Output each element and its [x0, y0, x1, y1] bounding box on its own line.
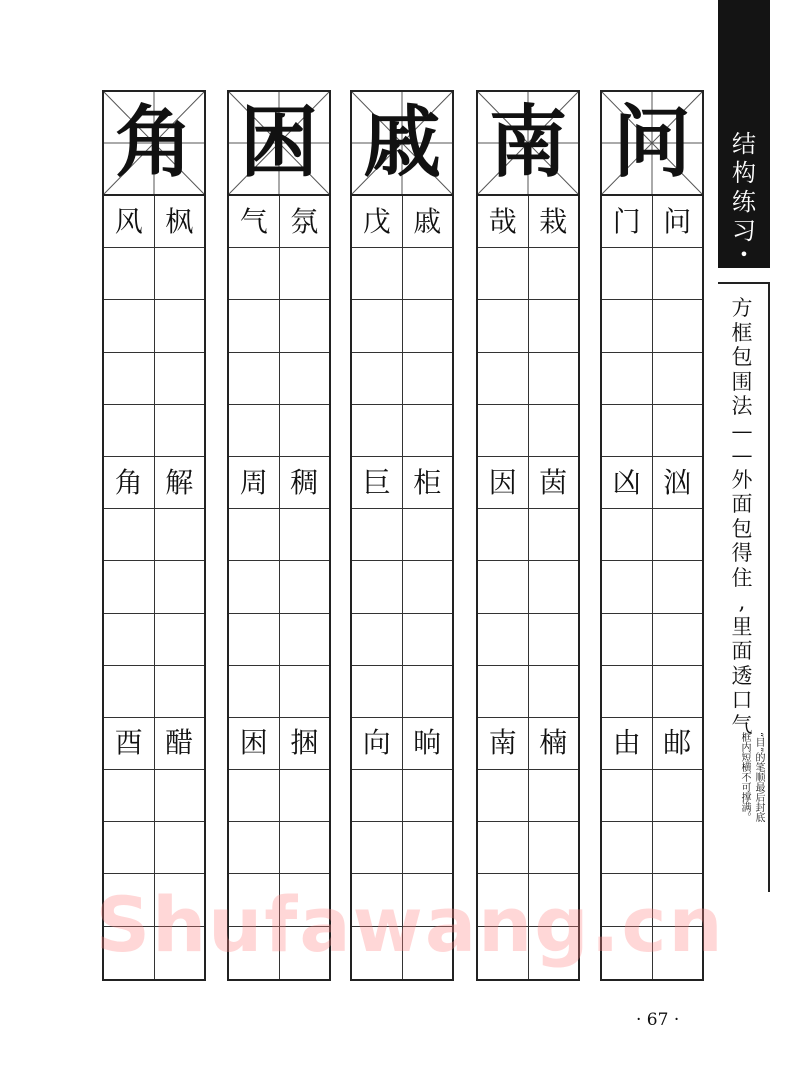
- page-number: · 67 ·: [636, 1010, 680, 1030]
- grid-row: [602, 196, 702, 248]
- practice-cell: [402, 509, 453, 560]
- practice-cell: [652, 300, 703, 351]
- sidebar-top-rule: [718, 282, 770, 284]
- model-character: 戚: [402, 196, 453, 247]
- practice-cell: [104, 353, 154, 404]
- practice-cell: [602, 561, 652, 612]
- grid-row: [229, 509, 329, 561]
- grid-row: [229, 666, 329, 718]
- grid-row: [104, 509, 204, 561]
- practice-cell: [478, 822, 528, 873]
- grid-row: [478, 457, 578, 509]
- practice-cell: [279, 248, 330, 299]
- model-character: 戊: [362, 204, 391, 238]
- model-character: 邮: [652, 718, 703, 769]
- grid-row: [229, 300, 329, 352]
- section-title-dot: •: [739, 245, 749, 264]
- practice-cell: [602, 248, 652, 299]
- header-character: 戚: [362, 97, 441, 188]
- model-character: 楠: [528, 718, 579, 769]
- practice-cell: [104, 405, 154, 456]
- grid-row: [352, 666, 452, 718]
- method-char: 透: [731, 663, 753, 688]
- grid-row: [602, 405, 702, 457]
- practice-cell: [154, 300, 205, 351]
- method-char: —: [731, 443, 753, 467]
- practice-cell: [602, 353, 652, 404]
- method-char: 包: [731, 345, 753, 369]
- note-line-1: “目”的笔顺最后封底: [753, 732, 764, 823]
- practice-cell: [602, 666, 652, 717]
- practice-cell: [279, 405, 330, 456]
- grid-row: [229, 561, 329, 613]
- method-char: ,: [738, 590, 746, 614]
- grid-row: [478, 509, 578, 561]
- practice-cell: [352, 509, 402, 560]
- header-cell-1: [104, 92, 204, 196]
- grid-row: [352, 509, 452, 561]
- practice-cell: [229, 666, 279, 717]
- practice-cell: [652, 248, 703, 299]
- grid-row: [104, 822, 204, 874]
- practice-cell: [402, 770, 453, 821]
- grid-row: [602, 718, 702, 770]
- model-character: 门: [612, 204, 641, 238]
- practice-cell: [528, 614, 579, 665]
- method-char: 方: [731, 296, 753, 320]
- practice-cell: [352, 248, 402, 299]
- practice-cell: [478, 561, 528, 612]
- method-char: 包: [731, 516, 753, 541]
- practice-cell: [154, 770, 205, 821]
- grid-row: [352, 770, 452, 822]
- method-char: 气: [731, 712, 753, 737]
- grid-row: [229, 405, 329, 457]
- model-character: 枫: [154, 196, 205, 247]
- grid-row: [104, 405, 204, 457]
- model-character: 周: [239, 465, 268, 499]
- practice-cell: [652, 770, 703, 821]
- practice-cell: [478, 405, 528, 456]
- note-line-2: 框内短横不可撑满。: [739, 732, 750, 822]
- practice-cell: [528, 666, 579, 717]
- practice-cell: [528, 822, 579, 873]
- practice-cell: [154, 353, 205, 404]
- practice-cell: [104, 248, 154, 299]
- header-character: 南: [488, 97, 567, 188]
- grid-row: [478, 405, 578, 457]
- practice-cell: [154, 509, 205, 560]
- model-character: 角: [114, 465, 143, 499]
- grid-row: [602, 666, 702, 718]
- header-cell-3: [352, 92, 452, 196]
- practice-column-4: [476, 90, 580, 981]
- practice-cell: [229, 561, 279, 612]
- grid-row: [478, 718, 578, 770]
- practice-cell: [602, 822, 652, 873]
- practice-cell: [229, 822, 279, 873]
- grid-row: [602, 614, 702, 666]
- model-character: 酉: [114, 726, 143, 760]
- practice-cell: [352, 561, 402, 612]
- practice-cell: [602, 300, 652, 351]
- practice-cell: [104, 509, 154, 560]
- practice-cell: [279, 614, 330, 665]
- model-character: 汹: [652, 457, 703, 508]
- grid-row: [104, 196, 204, 248]
- grid-row: [352, 353, 452, 405]
- method-char: 框: [731, 320, 753, 345]
- practice-cell: [352, 770, 402, 821]
- practice-cell: [279, 300, 330, 351]
- grid-row: [602, 561, 702, 613]
- model-character: 巨: [362, 465, 391, 499]
- grid-row: [602, 457, 702, 509]
- practice-cell: [528, 353, 579, 404]
- practice-cell: [352, 300, 402, 351]
- practice-cell: [402, 561, 453, 612]
- grid-row: [229, 248, 329, 300]
- model-character: 茵: [528, 457, 579, 508]
- section-title-char: 结: [732, 130, 756, 158]
- practice-cell: [528, 561, 579, 612]
- grid-row: [104, 561, 204, 613]
- practice-cell: [229, 614, 279, 665]
- method-char: 得: [731, 541, 753, 565]
- practice-cell: [104, 561, 154, 612]
- method-char: 口: [731, 688, 753, 712]
- practice-cell: [279, 666, 330, 717]
- practice-cell: [352, 822, 402, 873]
- grid-row: [478, 770, 578, 822]
- header-character: 问: [612, 97, 691, 188]
- practice-cell: [154, 561, 205, 612]
- practice-cell: [402, 666, 453, 717]
- practice-cell: [528, 509, 579, 560]
- practice-cell: [229, 300, 279, 351]
- practice-cell: [478, 666, 528, 717]
- grid-row: [602, 248, 702, 300]
- practice-cell: [402, 822, 453, 873]
- practice-cell: [352, 353, 402, 404]
- practice-cell: [402, 614, 453, 665]
- grid-row: [104, 457, 204, 509]
- header-character: 困: [239, 97, 318, 188]
- model-character: 向: [362, 726, 391, 760]
- practice-cell: [402, 248, 453, 299]
- grid-row: [602, 300, 702, 352]
- model-character: 柜: [402, 457, 453, 508]
- practice-cell: [154, 614, 205, 665]
- grid-row: [229, 770, 329, 822]
- practice-cell: [652, 614, 703, 665]
- practice-cell: [104, 770, 154, 821]
- model-character: 捆: [279, 718, 330, 769]
- practice-cell: [229, 353, 279, 404]
- practice-column-2: [227, 90, 331, 981]
- practice-cell: [528, 300, 579, 351]
- practice-column-3: [350, 90, 454, 981]
- model-character: 风: [114, 204, 143, 238]
- practice-cell: [602, 405, 652, 456]
- model-character: 解: [154, 457, 205, 508]
- practice-cell: [478, 614, 528, 665]
- practice-cell: [352, 614, 402, 665]
- practice-cell: [602, 614, 652, 665]
- grid-row: [478, 666, 578, 718]
- practice-cell: [279, 509, 330, 560]
- practice-cell: [478, 300, 528, 351]
- grid-row: [602, 822, 702, 874]
- grid-row: [229, 718, 329, 770]
- model-character: 醋: [154, 718, 205, 769]
- grid-row: [602, 509, 702, 561]
- practice-cell: [478, 770, 528, 821]
- practice-cell: [352, 405, 402, 456]
- grid-row: [352, 614, 452, 666]
- watermark: Shufawang.cn: [95, 880, 725, 969]
- section-title-char: 练: [732, 188, 756, 216]
- practice-cell: [528, 405, 579, 456]
- grid-row: [229, 353, 329, 405]
- practice-cell: [478, 353, 528, 404]
- practice-cell: [279, 822, 330, 873]
- grid-row: [352, 718, 452, 770]
- sidebar-vertical-rule: [768, 282, 770, 892]
- practice-cell: [602, 509, 652, 560]
- practice-cell: [279, 561, 330, 612]
- method-char: 面: [731, 639, 753, 663]
- practice-cell: [104, 822, 154, 873]
- grid-row: [478, 248, 578, 300]
- practice-cell: [528, 770, 579, 821]
- grid-row: [352, 405, 452, 457]
- practice-column-1: [102, 90, 206, 981]
- grid-row: [478, 300, 578, 352]
- model-character: 由: [612, 726, 641, 760]
- grid-row: [478, 353, 578, 405]
- model-character: 南: [488, 726, 517, 760]
- grid-row: [104, 666, 204, 718]
- header-character: 角: [114, 97, 193, 188]
- grid-row: [478, 614, 578, 666]
- practice-cell: [652, 561, 703, 612]
- practice-cell: [652, 822, 703, 873]
- grid-row: [104, 770, 204, 822]
- grid-row: [229, 614, 329, 666]
- practice-cell: [652, 353, 703, 404]
- model-character: 晌: [402, 718, 453, 769]
- practice-cell: [154, 405, 205, 456]
- practice-cell: [652, 405, 703, 456]
- grid-row: [104, 300, 204, 352]
- grid-row: [352, 196, 452, 248]
- method-char: 围: [731, 369, 753, 394]
- model-character: 困: [239, 726, 268, 760]
- grid-row: [104, 614, 204, 666]
- grid-row: [352, 300, 452, 352]
- grid-row: [602, 353, 702, 405]
- practice-cell: [528, 248, 579, 299]
- stroke-order-note: [722, 732, 764, 872]
- grid-row: [352, 561, 452, 613]
- method-char: 住: [731, 565, 753, 590]
- practice-cell: [402, 353, 453, 404]
- practice-cell: [229, 248, 279, 299]
- grid-row: [602, 770, 702, 822]
- practice-cell: [652, 509, 703, 560]
- practice-cell: [478, 248, 528, 299]
- method-char: —: [731, 418, 753, 443]
- grid-row: [229, 457, 329, 509]
- practice-cell: [154, 666, 205, 717]
- practice-cell: [602, 770, 652, 821]
- model-character: 问: [652, 196, 703, 247]
- practice-cell: [652, 666, 703, 717]
- model-character: 气: [239, 204, 268, 238]
- grid-row: [352, 822, 452, 874]
- practice-cell: [154, 248, 205, 299]
- practice-column-5: [600, 90, 704, 981]
- section-title-char: 习: [732, 217, 756, 245]
- practice-cell: [478, 509, 528, 560]
- grid-row: [352, 457, 452, 509]
- grid-row: [229, 196, 329, 248]
- practice-cell: [352, 666, 402, 717]
- section-title-char: 构: [732, 159, 756, 187]
- grid-row: [104, 718, 204, 770]
- header-cell-4: [478, 92, 578, 196]
- practice-cell: [279, 353, 330, 404]
- grid-row: [104, 353, 204, 405]
- grid-row: [478, 561, 578, 613]
- header-cell-5: [602, 92, 702, 196]
- method-char: 法: [731, 394, 753, 418]
- header-cell-2: [229, 92, 329, 196]
- grid-row: [478, 822, 578, 874]
- model-character: 氛: [279, 196, 330, 247]
- practice-cell: [229, 770, 279, 821]
- model-character: 栽: [528, 196, 579, 247]
- model-character: 哉: [488, 204, 517, 238]
- model-character: 凶: [612, 465, 641, 499]
- practice-cell: [104, 614, 154, 665]
- practice-cell: [402, 405, 453, 456]
- practice-cell: [229, 405, 279, 456]
- method-char: 外: [731, 467, 753, 492]
- practice-cell: [279, 770, 330, 821]
- section-title-bar: [718, 0, 770, 268]
- practice-cell: [104, 300, 154, 351]
- grid-row: [478, 196, 578, 248]
- grid-row: [229, 822, 329, 874]
- practice-cell: [402, 300, 453, 351]
- method-char: 里: [731, 614, 753, 639]
- grid-row: [352, 248, 452, 300]
- practice-cell: [104, 666, 154, 717]
- practice-cell: [229, 509, 279, 560]
- method-char: 面: [731, 492, 753, 516]
- model-character: 稠: [279, 457, 330, 508]
- practice-cell: [154, 822, 205, 873]
- grid-row: [104, 248, 204, 300]
- method-description: [720, 296, 764, 737]
- model-character: 因: [488, 465, 517, 499]
